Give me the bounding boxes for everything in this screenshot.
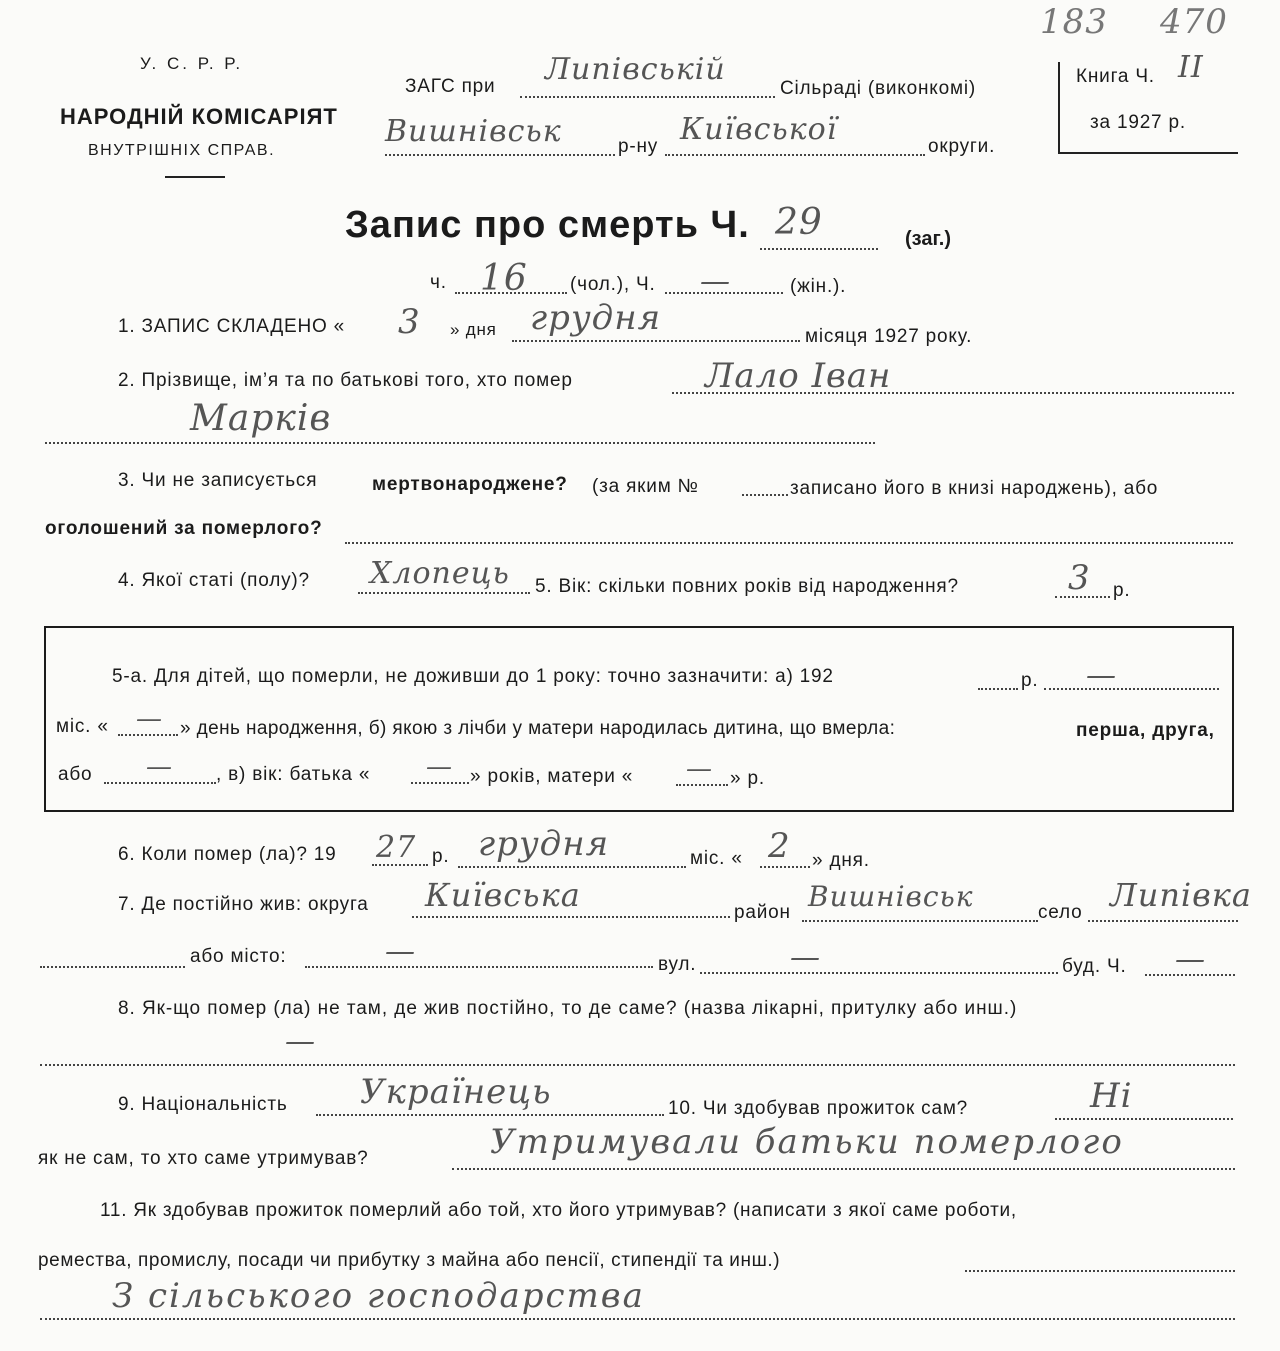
item5-age-suffix: р. (1113, 580, 1131, 601)
infant-line3-start: або (58, 764, 93, 785)
item7-misto: — (385, 934, 416, 969)
item8-label: 8. Як-що помер (ла) не там, де жив постійно, то де саме? (назва лікарні, притулку або инш.) (118, 998, 1018, 1019)
item11-answer: З сільського господарства (112, 1276, 645, 1316)
book-box-left (1058, 62, 1060, 154)
item3-declared-dead: оголошений за померлого? (45, 518, 323, 539)
header-divider (165, 176, 225, 178)
commissariat-title: НАРОДНІЙ КОМІСАРІЯТ (60, 104, 338, 129)
district-value: Вишнівськ (385, 114, 562, 149)
infant-line2-mid: » день народження, б) якою з лічби у матери народилась дитина, що вмерла: (180, 718, 896, 739)
infant-r-line (1044, 688, 1219, 690)
item8-answer: — (285, 1024, 316, 1059)
item2-patronymic: Марків (190, 398, 332, 439)
item2-label: 2. Прізвище, ім’я та по батькові того, хто помер (118, 370, 573, 391)
item2-patronymic-line (45, 442, 875, 444)
item2-name: Лало Іван (705, 356, 892, 396)
item11-line1 (965, 1270, 1235, 1272)
male-number: 16 (480, 258, 528, 299)
item6-month: грудня (478, 824, 610, 864)
item3-rest2: записано його в книзі народжень), або (790, 478, 1159, 499)
item7-pre-line (40, 966, 185, 968)
item6-day-suffix: » дня. (812, 850, 870, 871)
item7-label: 7. Де постійно жив: округа (118, 894, 369, 915)
item3-answer-line (345, 542, 1233, 544)
item4-label: 4. Якої статі (полу)? (118, 570, 310, 591)
item10-answer: Ні (1090, 1076, 1133, 1116)
book-label: Книга Ч. (1076, 66, 1155, 87)
district-line (385, 154, 615, 156)
item10-sub-label: як не сам, то хто саме утримував? (38, 1148, 369, 1169)
item4-sex-line (358, 592, 530, 594)
infant-line3-mother: » років, матери « (470, 766, 634, 787)
record-number: 29 (775, 202, 823, 243)
infant-line1: 5-а. Для дітей, що померли, не доживши до 1 року: точно зазначити: а) 192 (112, 666, 834, 687)
item7-vul-label: вул. (658, 954, 697, 975)
zags-village: Липівській (545, 52, 726, 87)
department-title: ВНУТРІШНІХ СПРАВ. (88, 142, 276, 159)
item7-bud-label: буд. Ч. (1062, 956, 1127, 977)
item5-label: 5. Вік: скільки повних років від народження? (535, 576, 959, 597)
female-number: — (700, 264, 731, 299)
infant-mother-dash: — (686, 754, 713, 784)
infant-year-suffix: р. (1021, 670, 1039, 691)
item7-okruha-line (412, 916, 730, 918)
item6-month-line (458, 866, 686, 868)
item7-okruha: Київська (425, 876, 581, 914)
infant-r-dash: — (1086, 658, 1117, 693)
item7-rayon: Вишнівськ (808, 880, 974, 913)
item9-nationality: Українець (360, 1072, 552, 1112)
item3-number-line (742, 494, 788, 496)
infant-line3-end: » р. (730, 768, 765, 789)
infant-father-dash: — (426, 752, 453, 782)
item10-label: 10. Чи здобував прожиток сам? (668, 1098, 969, 1119)
item7-misto-label: або місто: (190, 946, 287, 967)
item11-label: 11. Як здобував прожиток померлий або той, хто його утримував? (написати з якої саме роботи, (100, 1200, 1017, 1221)
item6-label: 6. Коли помер (ла)? 19 (118, 844, 337, 865)
state-abbrev: У. С. Р. Р. (140, 54, 244, 73)
record-number-line (760, 248, 878, 250)
infant-line3-father: , в) вік: батька « (216, 764, 371, 785)
item1-day-suffix: » дня (450, 320, 497, 339)
item7-rayon-label: район (734, 902, 791, 923)
infant-month-dash: — (136, 704, 163, 734)
item6-mis: міс. « (690, 848, 743, 869)
item11-label2: ремества, промислу, посади чи прибутку з майна або пенсії, стипендії та инш.) (38, 1250, 781, 1271)
okruha-value: Київської (680, 112, 838, 147)
infant-line2-start: міс. « (56, 716, 109, 737)
zags-village-line (520, 96, 775, 98)
item1-month-line (512, 340, 800, 342)
item1-month: грудня (530, 298, 662, 338)
infant-section-box (44, 626, 1234, 812)
okruha-line (665, 154, 925, 156)
female-label: (жін.). (790, 276, 847, 297)
item9-nationality-line (316, 1114, 664, 1116)
item5-age: 3 (1068, 558, 1091, 598)
item10-answer-line (1055, 1118, 1233, 1120)
item3-label: 3. Чи не записується (118, 470, 318, 491)
record-title: Запис про смерть Ч. (345, 204, 750, 246)
infant-order-line (104, 782, 216, 784)
item4-sex: Хлопець (370, 556, 510, 591)
infant-father-line (411, 782, 469, 784)
item8-answer-line (40, 1064, 1235, 1066)
item7-selo-label: село (1038, 902, 1083, 923)
item10-supported-by: Утримували батьки померлого (490, 1122, 1124, 1162)
item6-day-line (760, 866, 810, 868)
book-number: II (1178, 50, 1204, 85)
item6-r: р. (432, 846, 450, 867)
item11-answer-line (40, 1318, 1235, 1320)
item10-supported-line (452, 1168, 1235, 1170)
item1-day: 3 (398, 302, 421, 342)
item6-year: 27 (376, 830, 417, 865)
item6-day: 2 (768, 826, 791, 866)
item7-vul-line (700, 972, 1058, 974)
item7-misto-line (305, 966, 653, 968)
zags-prefix: ЗАГС при (405, 76, 496, 97)
item7-selo-line (1088, 920, 1238, 922)
item7-selo: Липівка (1110, 876, 1252, 914)
item1-year: місяця 1927 року. (805, 326, 973, 347)
infant-year-line (978, 688, 1018, 690)
book-year: за 1927 р. (1090, 112, 1186, 133)
male-label: (чол.), Ч. (570, 274, 656, 295)
okruha-suffix: округи. (928, 136, 996, 157)
archive-number: 183 (1040, 2, 1108, 42)
item7-rayon-line (802, 920, 1038, 922)
male-prefix: ч. (430, 272, 447, 293)
item3-rest: (за яким № (592, 476, 699, 497)
archive-sheet: 470 (1160, 2, 1228, 42)
council-label: Сільраді (виконкомі) (780, 78, 976, 99)
book-box-bottom (1058, 152, 1238, 154)
infant-order-options: перша, друга, (1076, 720, 1215, 741)
item7-vul: — (790, 940, 821, 975)
infant-month-line (118, 734, 178, 736)
item9-label: 9. Національність (118, 1094, 288, 1115)
infant-order-dash: — (146, 752, 173, 782)
item7-bud: — (1175, 942, 1206, 977)
item3-stillborn: мертвонароджене? (372, 474, 568, 495)
district-suffix: р-ну (618, 136, 659, 157)
record-suffix: (заг.) (905, 228, 952, 250)
infant-mother-line (676, 784, 728, 786)
item1-label: 1. ЗАПИС СКЛАДЕНО « (118, 316, 346, 337)
